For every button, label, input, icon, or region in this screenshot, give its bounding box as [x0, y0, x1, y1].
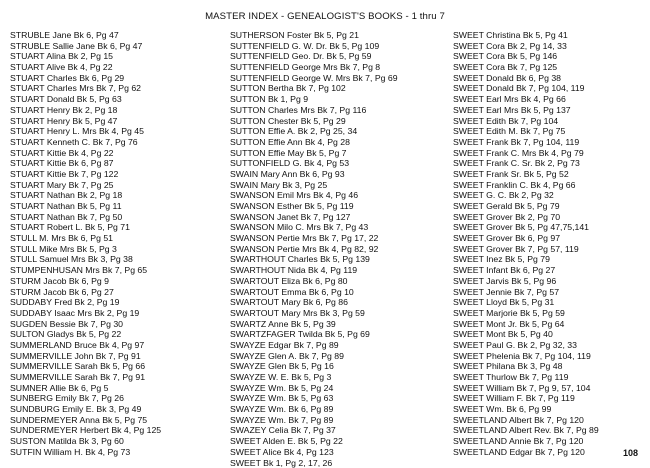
index-entry: SUSTON Matilda Bk 3, Pg 60	[10, 436, 215, 447]
index-entry: SUMMERVILLE John Bk 7, Pg 91	[10, 351, 215, 362]
index-entry: SWEET William Bk 7, Pg 9, 57, 104	[453, 383, 643, 394]
index-entry: SWANSON Pertie Mrs Bk 7, Pg 17, 22	[230, 233, 445, 244]
index-entry: STUART Nathan Bk 5, Pg 11	[10, 201, 215, 212]
index-entry: SUTFIN William H. Bk 4, Pg 73	[10, 447, 215, 458]
index-entry: SWEET Earl Mrs Bk 5, Pg 137	[453, 105, 643, 116]
index-entry: STRUBLE Sallie Jane Bk 6, Pg 47	[10, 41, 215, 52]
index-entry: SWAYZE Wm. Bk 5, Pg 24	[230, 383, 445, 394]
index-entry: SUMMERLAND Bruce Bk 4, Pg 97	[10, 340, 215, 351]
index-entry: SWEET Wm. Bk 6, Pg 99	[453, 404, 643, 415]
index-entry: SWEET Earl Mrs Bk 4, Pg 66	[453, 94, 643, 105]
index-entry: SWEET Inez Bk 5, Pg 79	[453, 254, 643, 265]
index-entry: STUART Donald Bk 5, Pg 63	[10, 94, 215, 105]
index-entry: STUART Henry L. Mrs Bk 4, Pg 45	[10, 126, 215, 137]
index-entry: SUTHERSON Foster Bk 5, Pg 21	[230, 30, 445, 41]
index-entry: SWAYZE Glen A. Bk 7, Pg 89	[230, 351, 445, 362]
index-entry: STUART Robert L. Bk 5, Pg 71	[10, 222, 215, 233]
index-entry: SUTTON Effie Ann Bk 4, Pg 28	[230, 137, 445, 148]
index-entry: STUART Henry Bk 5, Pg 47	[10, 116, 215, 127]
index-entry: SWEET Alden E. Bk 5, Pg 22	[230, 436, 445, 447]
index-entry: SWEETLAND Albert Rev. Bk 7, Pg 89	[453, 425, 643, 436]
index-entry: SWEET Donald Bk 7, Pg 104, 119	[453, 83, 643, 94]
index-entry: SWAZEY Celia Bk 7, Pg 37	[230, 425, 445, 436]
index-entry: STUART Mary Bk 7, Pg 25	[10, 180, 215, 191]
index-entry: SWANSON Milo C. Mrs Bk 7, Pg 43	[230, 222, 445, 233]
index-entry: SWEET Edith Bk 7, Pg 104	[453, 116, 643, 127]
index-column-3	[453, 30, 643, 458]
index-entry: SWEET Infant Bk 6, Pg 27	[453, 265, 643, 276]
index-entry: STUART Kittie Bk 7, Pg 122	[10, 169, 215, 180]
index-entry: SUTTON Bertha Bk 7, Pg 102	[230, 83, 445, 94]
index-entry: SWEET Franklin C. Bk 4, Pg 66	[453, 180, 643, 191]
index-entry: SWEET Phelenia Bk 7, Pg 104, 119	[453, 351, 643, 362]
index-entry: SWEET Jarvis Bk 5, Pg 96	[453, 276, 643, 287]
index-entry: STUART Henry Bk 2, Pg 18	[10, 105, 215, 116]
index-entry: SWEET Grover Bk 2, Pg 70	[453, 212, 643, 223]
index-entry: SWEETLAND Edgar Bk 7, Pg 120	[453, 447, 643, 458]
index-entry: SWEET Christina Bk 5, Pg 41	[453, 30, 643, 41]
index-entry: SWANSON Janet Bk 7, Pg 127	[230, 212, 445, 223]
index-entry: SWARTOUT Mary Mrs Bk 3, Pg 59	[230, 308, 445, 319]
index-entry: SUMNER Allie Bk 6, Pg 5	[10, 383, 215, 394]
index-entry: SUMMERVILLE Sarah Bk 7, Pg 91	[10, 372, 215, 383]
index-entry: STUART Nathan Bk 2, Pg 18	[10, 190, 215, 201]
index-entry: STULL M. Mrs Bk 6, Pg 51	[10, 233, 215, 244]
index-entry: SWARTHOUT Nida Bk 4, Pg 119	[230, 265, 445, 276]
index-entry: STUART Alive Bk 4, Pg 22	[10, 62, 215, 73]
index-entry: STURM Jacob Bk 6, Pg 27	[10, 287, 215, 298]
index-entry: STUART Charles Mrs Bk 7, Pg 62	[10, 83, 215, 94]
index-entry: SWEET Bk 1, Pg 2, 17, 26	[230, 458, 445, 468]
index-entry: SWARTHOUT Charles Bk 5, Pg 139	[230, 254, 445, 265]
index-entry: SWEET Edith M. Bk 7, Pg 75	[453, 126, 643, 137]
index-entry: SWAYZE W. E. Bk 5, Pg 3	[230, 372, 445, 383]
index-entry: SWEET Frank C. Mrs Bk 4, Pg 79	[453, 148, 643, 159]
index-entry: SWARTOUT Eliza Bk 6, Pg 80	[230, 276, 445, 287]
index-entry: SWEET Cora Bk 2, Pg 14, 33	[453, 41, 643, 52]
index-entry: SWARTOUT Emma Bk 6, Pg 10	[230, 287, 445, 298]
index-entry: SWEET Marjorie Bk 5, Pg 59	[453, 308, 643, 319]
index-entry: SUDDABY Fred Bk 2, Pg 19	[10, 297, 215, 308]
index-entry: SWAIN Mary Ann Bk 6, Pg 93	[230, 169, 445, 180]
index-entry: SWEET Lloyd Bk 5, Pg 31	[453, 297, 643, 308]
index-entry: SWEET Cora Bk 5, Pg 146	[453, 51, 643, 62]
index-entry: STUMPENHUSAN Mrs Bk 7, Pg 65	[10, 265, 215, 276]
index-entry: SWEET Jennie Bk 7, Pg 57	[453, 287, 643, 298]
index-entry: SWEET Thurlow Bk 7, Pg 119	[453, 372, 643, 383]
index-entry: SWANSON Emil Mrs Bk 4, Pg 46	[230, 190, 445, 201]
page-number: 108	[623, 448, 638, 458]
index-entry: SUTTONFIELD G. Bk 4, Pg 53	[230, 158, 445, 169]
index-entry: SWEET Grover Bk 5, Pg 47,75,141	[453, 222, 643, 233]
index-entry: SWEET Grover Bk 6, Pg 97	[453, 233, 643, 244]
index-entry: SWARTZ Anne Bk 5, Pg 39	[230, 319, 445, 330]
index-entry: SWEET G. C. Bk 2, Pg 32	[453, 190, 643, 201]
index-entry: SWEETLAND Albert Bk 7, Pg 120	[453, 415, 643, 426]
index-entry: STUART Alina Bk 2, Pg 15	[10, 51, 215, 62]
index-entry: SUTTON Charles Mrs Bk 7, Pg 116	[230, 105, 445, 116]
index-entry: SWEETLAND Annie Bk 7, Pg 120	[453, 436, 643, 447]
index-entry: SWEET Frank C. Sr. Bk 2, Pg 73	[453, 158, 643, 169]
index-column-2	[230, 30, 445, 468]
index-entry: SUNDBURG Emily E. Bk 3, Pg 49	[10, 404, 215, 415]
page-title: MASTER INDEX - GENEALOGIST'S BOOKS - 1 thru 7	[0, 11, 650, 22]
index-entry: SUNBERG Emily Bk 7, Pg 26	[10, 393, 215, 404]
index-entry: SWARTZFAGER Twilda Bk 5, Pg 69	[230, 329, 445, 340]
index-entry: SWEET Philana Bk 3, Pg 48	[453, 361, 643, 372]
index-entry: SWARTOUT Mary Bk 6, Pg 86	[230, 297, 445, 308]
index-entry: SWAYZE Wm. Bk 5, Pg 63	[230, 393, 445, 404]
index-entry: STURM Jacob Bk 6, Pg 9	[10, 276, 215, 287]
index-entry: SUNDERMEYER Herbert Bk 4, Pg 125	[10, 425, 215, 436]
index-entry: SWEET William F. Bk 7, Pg 119	[453, 393, 643, 404]
index-entry: SWEET Frank Bk 7, Pg 104, 119	[453, 137, 643, 148]
index-entry: SWAIN Mary Bk 3, Pg 25	[230, 180, 445, 191]
index-entry: STULL Samuel Mrs Bk 3, Pg 38	[10, 254, 215, 265]
index-entry: STRUBLE Jane Bk 6, Pg 47	[10, 30, 215, 41]
index-entry: STUART Kenneth C. Bk 7, Pg 76	[10, 137, 215, 148]
index-entry: SWEET Cora Bk 7, Pg 125	[453, 62, 643, 73]
index-entry: SWEET Alice Bk 4, Pg 123	[230, 447, 445, 458]
index-entry: STUART Kittie Bk 4, Pg 22	[10, 148, 215, 159]
index-entry: SUTTON Effie May Bk 5, Pg 7	[230, 148, 445, 159]
index-entry: SULTON Gladys Bk 5, Pg 22	[10, 329, 215, 340]
index-entry: SUDDABY Isaac Mrs Bk 2, Pg 19	[10, 308, 215, 319]
index-entry: SWEET Mont Bk 5, Pg 40	[453, 329, 643, 340]
index-entry: SWEET Donald Bk 6, Pg 38	[453, 73, 643, 84]
index-entry: STUART Nathan Bk 7, Pg 50	[10, 212, 215, 223]
index-entry: STUART Kittie Bk 6, Pg 87	[10, 158, 215, 169]
index-entry: SUMMERVILLE Sarah Bk 5, Pg 66	[10, 361, 215, 372]
index-column-1	[10, 30, 215, 458]
index-entry: SUTTENFIELD Geo. Dr. Bk 5, Pg 59	[230, 51, 445, 62]
index-entry: SUGDEN Bessie Bk 7, Pg 30	[10, 319, 215, 330]
index-entry: SWEET Mont Jr. Bk 5, Pg 64	[453, 319, 643, 330]
index-entry: SUTTON Bk 1, Pg 9	[230, 94, 445, 105]
index-entry: SWAYZE Glen Bk 5, Pg 16	[230, 361, 445, 372]
index-entry: STULL Mike Mrs Bk 5, Pg 3	[10, 244, 215, 255]
index-entry: STUART Charles Bk 6, Pg 29	[10, 73, 215, 84]
index-entry: SWANSON Esther Bk 5, Pg 119	[230, 201, 445, 212]
index-entry: SUTTON Effie A. Bk 2, Pg 25, 34	[230, 126, 445, 137]
index-entry: SUTTENFIELD George Mrs Bk 7, Pg 8	[230, 62, 445, 73]
index-entry: SUTTENFIELD George W. Mrs Bk 7, Pg 69	[230, 73, 445, 84]
index-entry: SUTTON Chester Bk 5, Pg 29	[230, 116, 445, 127]
index-entry: SWEET Gerald Bk 5, Pg 79	[453, 201, 643, 212]
index-entry: SWAYZE Edgar Bk 7, Pg 89	[230, 340, 445, 351]
index-entry: SWANSON Pertie Mrs Bk 4, Pg 82, 92	[230, 244, 445, 255]
index-entry: SUTTENFIELD G. W. Dr. Bk 5, Pg 109	[230, 41, 445, 52]
index-entry: SWAYZE Wm. Bk 6, Pg 89	[230, 404, 445, 415]
index-entry: SWAYZE Wm. Bk 7, Pg 89	[230, 415, 445, 426]
index-entry: SUNDERMEYER Anna Bk 5, Pg 75	[10, 415, 215, 426]
index-entry: SWEET Grover Bk 7, Pg 57, 119	[453, 244, 643, 255]
index-entry: SWEET Frank Sr. Bk 5, Pg 52	[453, 169, 643, 180]
index-entry: SWEET Paul G. Bk 2, Pg 32, 33	[453, 340, 643, 351]
